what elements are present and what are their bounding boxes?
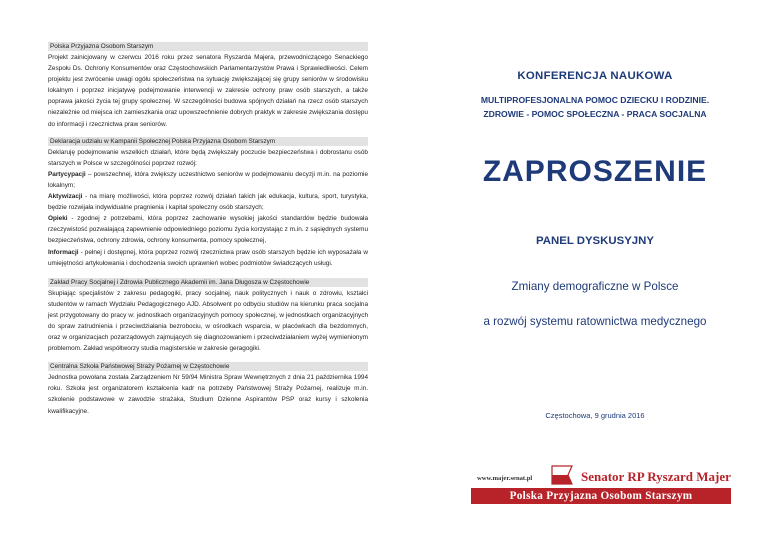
- website-link[interactable]: www.majer.senat.pl: [477, 475, 533, 482]
- section-heading: Polska Przyjazna Osobom Starszym: [48, 42, 368, 51]
- poland-flag-icon: [550, 464, 574, 486]
- item-text: - pełnej i dostępnej, która poprzez rozwój rzecznictwa praw osób starszych będzie ich wyposażała w umiejętności artykułowania i dochodzenia swoich uprawnień wobec podmiotów świadczących usługi.: [48, 248, 368, 267]
- conference-subtitle: [445, 93, 745, 121]
- item-text: - zgodnej z potrzebami, która poprzez zachowanie wysokiej jakości standardów będzie budowała rzeczywistość pozwalającą zapewnienie odpowiedniego poziomu życia korzystając z m.in. z sąsiędnych systemu bezpieczeństwa, ochrony zdrowia, ochrony konsumenta, pomocy społecznej,: [48, 215, 368, 245]
- senator-name: Senator RP Ryszard Majer: [581, 469, 731, 484]
- section-body: Skupiając specjalistów z zakresu pedagogiki, pracy socjalnej, nauk politycznych i nauk o zdrowiu, kształci studentów w ramach Wydziału Pedagogicznego AJD. Absolwent po odbyciu studiów na kierunku praca socjalna jest przygotowany do pracy w: jednostkach organizacyjnych pomocy społecznej, w jednostkach organizacyjnych do spraw zatrudnienia i przeciwdziałania bezrobociu, w ośrodkach wsparcia, w placówkach dla bezdomnych, oraz w organizacjach pozarządowych zajmujących się diagnozowaniem i przeciwdziałaniem wyżej wymienionym problemom. Zakład współtworzy studia magisterskie w zakresie geragogiki.: [48, 289, 368, 353]
- item-term: Aktywizacji: [48, 193, 83, 201]
- panel-heading: PANEL DYSKUSYJNY: [536, 235, 654, 247]
- section-fire-school: [48, 362, 368, 416]
- item-term: Opieki: [48, 215, 68, 223]
- section-body: [48, 147, 368, 269]
- section-heading: Centralna Szkoła Państwowej Straży Pożarnej w Częstochowie: [48, 362, 368, 371]
- section-ppos: [48, 42, 368, 130]
- logo-banner: Polska Przyjazna Osobom Starszym: [471, 488, 731, 504]
- right-panel: [445, 0, 745, 543]
- item-text: - na miarę możliwości, która poprzez rozwój działań takich jak edukacja, kultura, sport, turystyka, będzie rozwijała indywidualne pragnienia i kapitał społeczny osób starszych;: [48, 193, 368, 212]
- invitation-title: ZAPROSZENIE: [482, 155, 708, 188]
- item-text: – powszechnej, która zwiększy uczestnictwo seniorów w podejmowaniu decyzji m.in. na poziomie lokalnym;: [48, 170, 368, 189]
- section-body: Projekt zainicjowany w czerwcu 2016 roku przez senatora Ryszarda Majera, przewodniczącego Senackiego Zespołu Ds. Ochrony Konsumentów oraz Częstochowskich Parlamentarzystów Prawa i Sprawiedliwości. Celem projektu jest zwrócenie uwagi ogółu społeczeństwa na sytuację zwiększającej się grupy seniorów w środowisku lokalnym i poprzez inicjatywę podejmowanie interwencji w zakresie ochrony praw osób starszych, a także poprawa jakości życia tej grupy społecznej. W szczególności budowa spójnych działań na rzecz osób starszych niezależnie od miejsca ich zamieszkania oraz upowszechnienie dobrych praktyk w zakresie zwiększania dostępu do informacji i rzecznictwa praw seniorów.: [48, 54, 368, 128]
- section-body: Jednostka powołana została Zarządzeniem Nr 59/94 Ministra Spraw Wewnętrznych z dnia 21 października 1994 roku. Szkoła jest organizatorem kształcenia kadr na potrzeby Państwowej Straży Pożarnej, realizuje m.in. szkolenie podstawowe w zawodzie strażaka, Studium Dzienne Aspirantów PSP oraz kursy i szkolenia kwalifikacyjne.: [48, 374, 368, 415]
- conference-title: KONFERENCJA NAUKOWA: [517, 70, 673, 82]
- left-panel: [48, 42, 368, 417]
- senator-logo: [471, 461, 731, 509]
- section-university: [48, 278, 368, 355]
- section-declaration: [48, 137, 368, 269]
- item-term: Informacji: [48, 248, 79, 256]
- conference-subtitle-line: MULTIPROFESJONALNA POMOC DZIECKU I RODZINIE.: [480, 95, 710, 105]
- topic-line: a rozwój systemu ratownictwa medycznego: [483, 315, 707, 328]
- declaration-intro: Deklaruję podejmowanie wszelkich działań, które będą zwiększały poczucie bezpieczeństwa i dobrostanu osób starszych w Polsce w szczególności poprzez rozwój:: [48, 148, 368, 167]
- section-heading: Deklaracja udziału w Kampanii Społecznej Polska Przyjazna Osobom Starszym: [48, 137, 368, 146]
- place-date: Częstochowa, 9 grudnia 2016: [545, 411, 645, 420]
- item-term: Partycypacji: [48, 170, 86, 178]
- topic-line: Zmiany demograficzne w Polsce: [511, 280, 679, 293]
- section-heading: Zakład Pracy Socjalnej i Zdrowia Publicznego Akademii im. Jana Długosza w Częstochowie: [48, 278, 368, 287]
- conference-subtitle-line: ZDROWIE - POMOC SPOŁECZNA - PRACA SOCJALNA: [483, 109, 707, 119]
